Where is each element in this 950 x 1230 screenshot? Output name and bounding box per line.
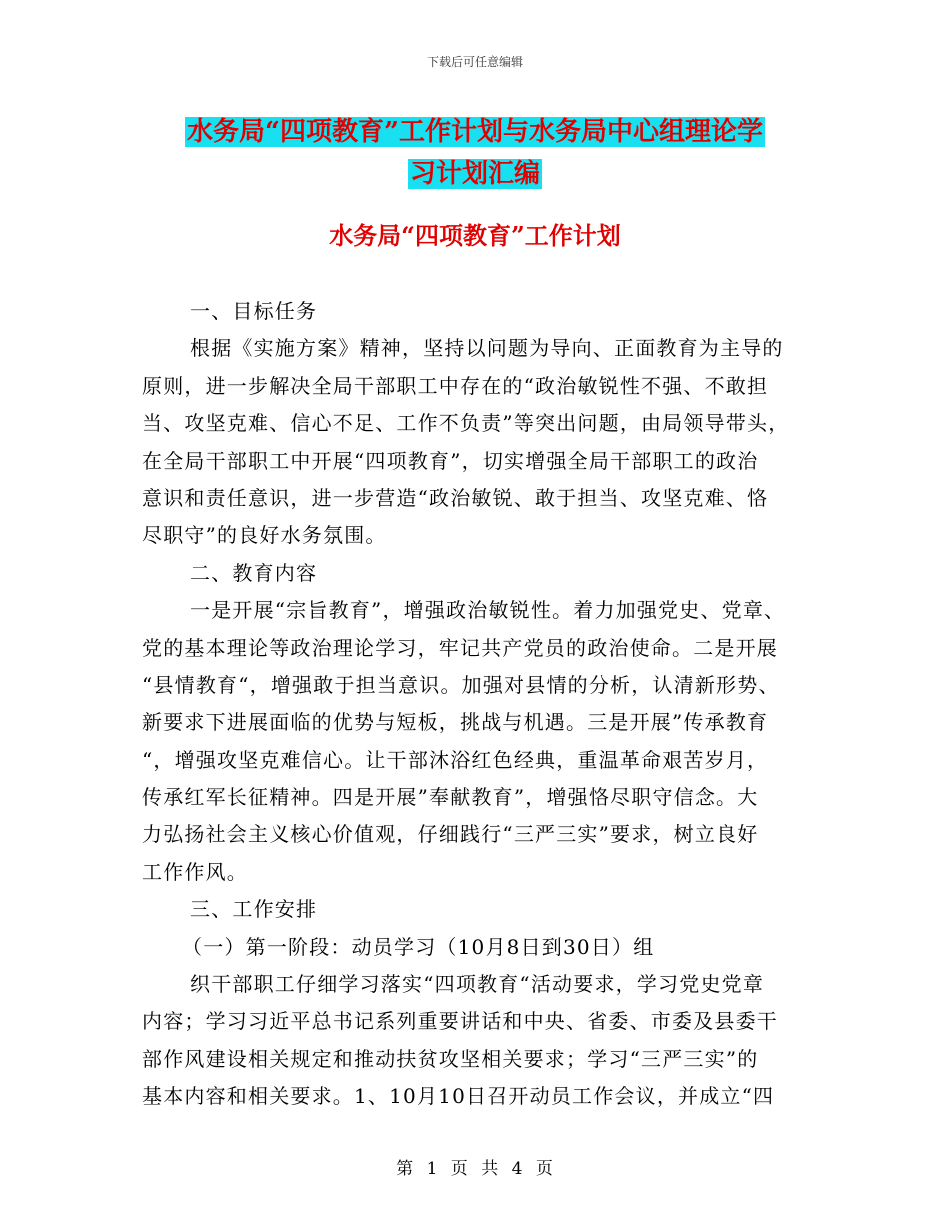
document-title-line-2: 习计划汇编 [409,159,540,189]
paragraph-line: 内容；学习习近平总书记系列重要讲话和中央、省委、市委及县委干 [142,1009,778,1034]
heading-content: 二、教育内容 [190,560,318,585]
heading-arrangement: 三、工作安排 [190,897,318,922]
paragraph-line: 意识和责任意识，进一步营造“政治敏锐、敢于担当、攻坚克难、恪 [142,485,769,510]
paragraph-line: 工作作风。 [142,859,248,884]
subheading-stage-1: （一）第一阶段：动员学习（10月8日到30日）组 [182,934,655,959]
page-footer [0,1154,950,1179]
document-title-line-1: 水务局“四项教育”工作计划与水务局中心组理论学 [187,117,763,147]
paragraph-line: 原则，进一步解决全局干部职工中存在的“政治敏锐性不强、不敢担 [142,373,769,398]
page-number: 1 [426,1159,439,1179]
heading-goals: 一、目标任务 [190,299,318,323]
footer-total-unit: 页 [535,1159,554,1179]
footer-page-unit: 页 [450,1159,469,1179]
paragraph-line: 传承红军长征精神。四是开展”奉献教育”，增强恪尽职守信念。大 [142,785,759,810]
paragraph-line: 一是开展“宗旨教育”，增强政治敏锐性。着力加强党史、党章、 [190,598,786,623]
footer-total-prefix: 共 [481,1159,500,1179]
paragraph-line: 当、攻坚克难、信心不足、工作不负责”等突出问题，由局领导带头， [142,411,790,436]
paragraph-line: 根据《实施方案》精神，坚持以问题为导向、正面教育为主导的 [190,336,784,361]
paragraph-line: 党的基本理论等政治理论学习，牢记共产党员的政治使命。二是开展 [142,635,778,660]
footer-prefix: 第 [396,1159,415,1179]
header-note: 下载后可任意编辑 [426,55,523,69]
paragraph-line: “，增强攻坚克难信心。让干部沐浴红色经典，重温革命艰苦岁月， [142,747,769,772]
paragraph-line: 织干部职工仔细学习落实“四项教育“活动要求，学习党史党章 [190,972,765,997]
paragraph-line: 新要求下进展面临的优势与短板，挑战与机遇。三是开展”传承教育 [142,710,769,735]
paragraph-line: 基本内容和相关要求。1、10月10日召开动员工作会议，并成立“四 [142,1084,775,1109]
paragraph-line: 尽职守”的良好水务氛围。 [142,523,387,548]
paragraph-line: 在全局干部职工中开展“四项教育”，切实增强全局干部职工的政治 [142,448,759,473]
paragraph-line: 力弘扬社会主义核心价值观，仔细践行“三严三实”要求，树立良好 [142,822,759,847]
body-text [142,293,802,1116]
paragraph-line: “县情教育“，增强敢于担当意识。加强对县情的分析，认清新形势、 [142,672,780,697]
page-total: 4 [511,1159,524,1179]
section-title: 水务局“四项教育”工作计划 [329,221,621,250]
paragraph-line: 部作风建设相关规定和推动扶贫攻坚相关要求；学习“三严三实”的 [142,1046,759,1071]
